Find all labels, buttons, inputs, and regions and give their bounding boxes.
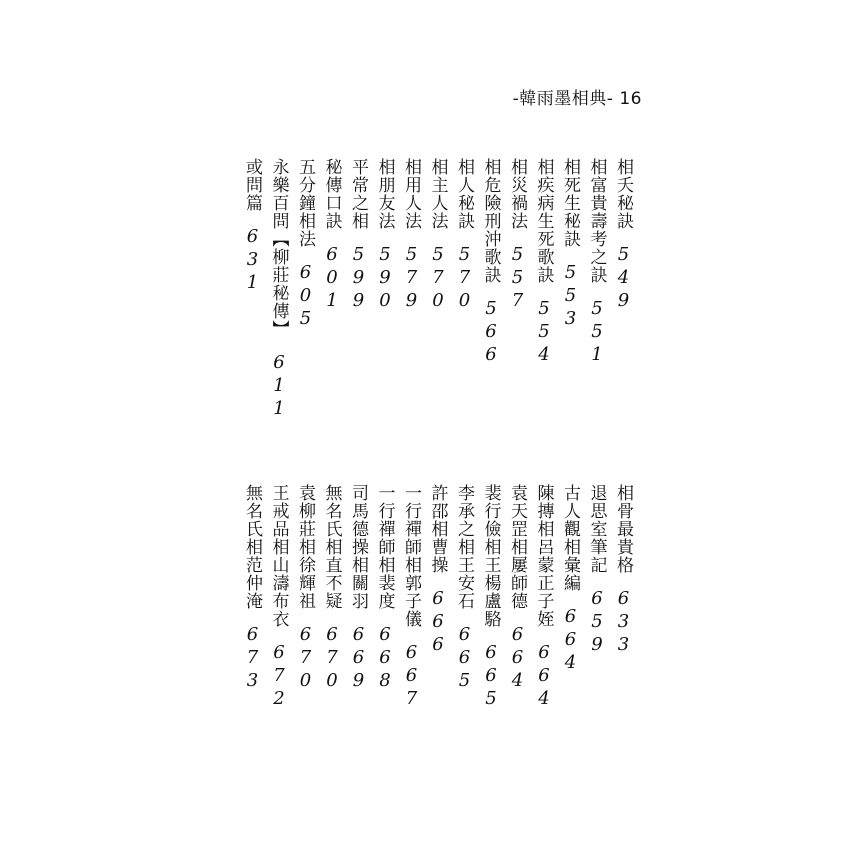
toc-entry — [584, 158, 610, 367]
toc-lower-block — [200, 484, 650, 724]
toc-entry-page: 557 — [507, 244, 528, 313]
toc-entry-page: 664 — [533, 642, 555, 711]
toc-entry-page: 665 — [480, 642, 502, 711]
toc-entry — [398, 484, 424, 711]
toc-entry-page: 566 — [480, 298, 502, 367]
toc-entry-page: 668 — [374, 624, 396, 693]
page-number: 16 — [619, 89, 642, 109]
toc-entry-page: 590 — [374, 244, 396, 313]
toc-entry — [266, 484, 292, 711]
toc-entry-page: 551 — [586, 298, 608, 367]
toc-entry-page: 670 — [321, 624, 343, 693]
toc-entry — [319, 484, 345, 693]
toc-entry — [478, 158, 504, 367]
toc-entry — [451, 158, 477, 313]
toc-entry — [292, 484, 318, 693]
toc-entry-page: 605 — [295, 262, 316, 331]
toc-entry — [531, 158, 557, 367]
toc-entry-page: 664 — [560, 606, 581, 675]
toc-entry — [531, 484, 557, 711]
toc-entry-page: 665 — [454, 624, 475, 693]
toc-entry — [292, 158, 318, 331]
toc-entry-page: 631 — [242, 226, 263, 295]
toc-entry-page: 667 — [401, 642, 422, 711]
toc-entry-page: 664 — [507, 624, 528, 693]
toc-entry-page: 599 — [348, 244, 369, 313]
toc-entry — [239, 484, 265, 693]
toc-entry-title: 袁柳莊相徐輝祖 — [295, 484, 315, 610]
toc-entry-title: 李承之相王安石 — [454, 484, 474, 610]
toc-entry-title: 相富貴壽考之訣 — [586, 158, 607, 284]
toc-entry — [504, 158, 530, 313]
toc-entry — [345, 484, 371, 693]
toc-entry-page: 659 — [586, 588, 608, 657]
toc-entry-page: 579 — [401, 244, 422, 313]
toc-entry-title: 五分鐘相法 — [295, 158, 315, 248]
toc-entry-title: 司馬德操相關羽 — [348, 484, 368, 610]
toc-entry-title: 相用人法 — [401, 158, 421, 230]
toc-entry — [319, 158, 345, 313]
toc-entry-page: 673 — [242, 624, 263, 693]
toc-entry-page: 669 — [348, 624, 369, 693]
toc-entry-title: 相骨最貴格 — [613, 484, 633, 574]
toc-entry-page: 633 — [613, 588, 634, 657]
toc-entry-title: 古人觀相彙編 — [560, 484, 580, 592]
toc-entry-title: 一行禪師相郭子儀 — [401, 484, 421, 628]
toc-entry-page: 570 — [427, 244, 449, 313]
toc-entry-title: 王戒品相山濤布衣 — [268, 484, 289, 628]
toc-entry-page: 570 — [454, 244, 475, 313]
toc-entry — [557, 158, 583, 331]
toc-entry-page: 670 — [295, 624, 316, 693]
book-title: -韓雨墨相典- — [512, 89, 614, 109]
toc-entry-title: 退思室筆記 — [586, 484, 607, 574]
toc-entry-title: 相危險刑沖歌訣 — [480, 158, 501, 284]
toc-entry — [610, 158, 636, 313]
toc-entry — [425, 158, 451, 313]
toc-entry-page: 672 — [268, 642, 290, 711]
toc-entry-title: 陳摶相呂蒙正子姪 — [533, 484, 554, 628]
toc-entry-title: 許邵相曹操 — [427, 484, 448, 574]
running-header — [513, 84, 642, 109]
toc-entry-title: 相人秘訣 — [454, 158, 474, 230]
toc-entry-title: 永樂百問【柳莊秘傳】 — [268, 158, 289, 338]
toc-entry-title: 相死生秘訣 — [560, 158, 580, 248]
toc-entry — [504, 484, 530, 693]
toc-entry-page: 666 — [427, 588, 449, 657]
toc-entry-page: 554 — [533, 298, 555, 367]
toc-entry — [610, 484, 636, 657]
toc-entry-title: 一行禪師相裴度 — [374, 484, 395, 610]
toc-entry-title: 袁天罡相屢師德 — [507, 484, 527, 610]
toc-entry — [372, 484, 398, 693]
toc-entry-page: 553 — [560, 262, 581, 331]
toc-entry — [425, 484, 451, 657]
toc-entry-title: 相夭秘訣 — [613, 158, 633, 230]
toc-entry — [372, 158, 398, 313]
toc-entry-page: 601 — [321, 244, 343, 313]
toc-entry-title: 無名氏相范仲淹 — [242, 484, 262, 610]
toc-entry-title: 無名氏相直不疑 — [321, 484, 342, 610]
toc-entry-title: 相疾病生死歌訣 — [533, 158, 554, 284]
toc-entry-title: 秘傳口訣 — [321, 158, 342, 230]
toc-entry-title: 平常之相 — [348, 158, 368, 230]
toc-entry — [478, 484, 504, 711]
toc-entry-title: 相主人法 — [427, 158, 448, 230]
toc-entry — [239, 158, 265, 295]
toc-entry-page: 611 — [268, 352, 290, 421]
toc-entry — [557, 484, 583, 675]
toc-entry-title: 裴行儉相王楊盧駱 — [480, 484, 501, 628]
toc-entry — [584, 484, 610, 657]
toc-entry — [266, 158, 292, 421]
toc-entry-title: 相朋友法 — [374, 158, 395, 230]
toc-entry — [451, 484, 477, 693]
toc-entry-page: 549 — [613, 244, 634, 313]
toc-entry-title: 相災禍法 — [507, 158, 527, 230]
toc-entry-title: 或問篇 — [242, 158, 262, 212]
toc-entry — [398, 158, 424, 313]
toc-upper-block — [200, 158, 650, 458]
toc-entry — [345, 158, 371, 313]
